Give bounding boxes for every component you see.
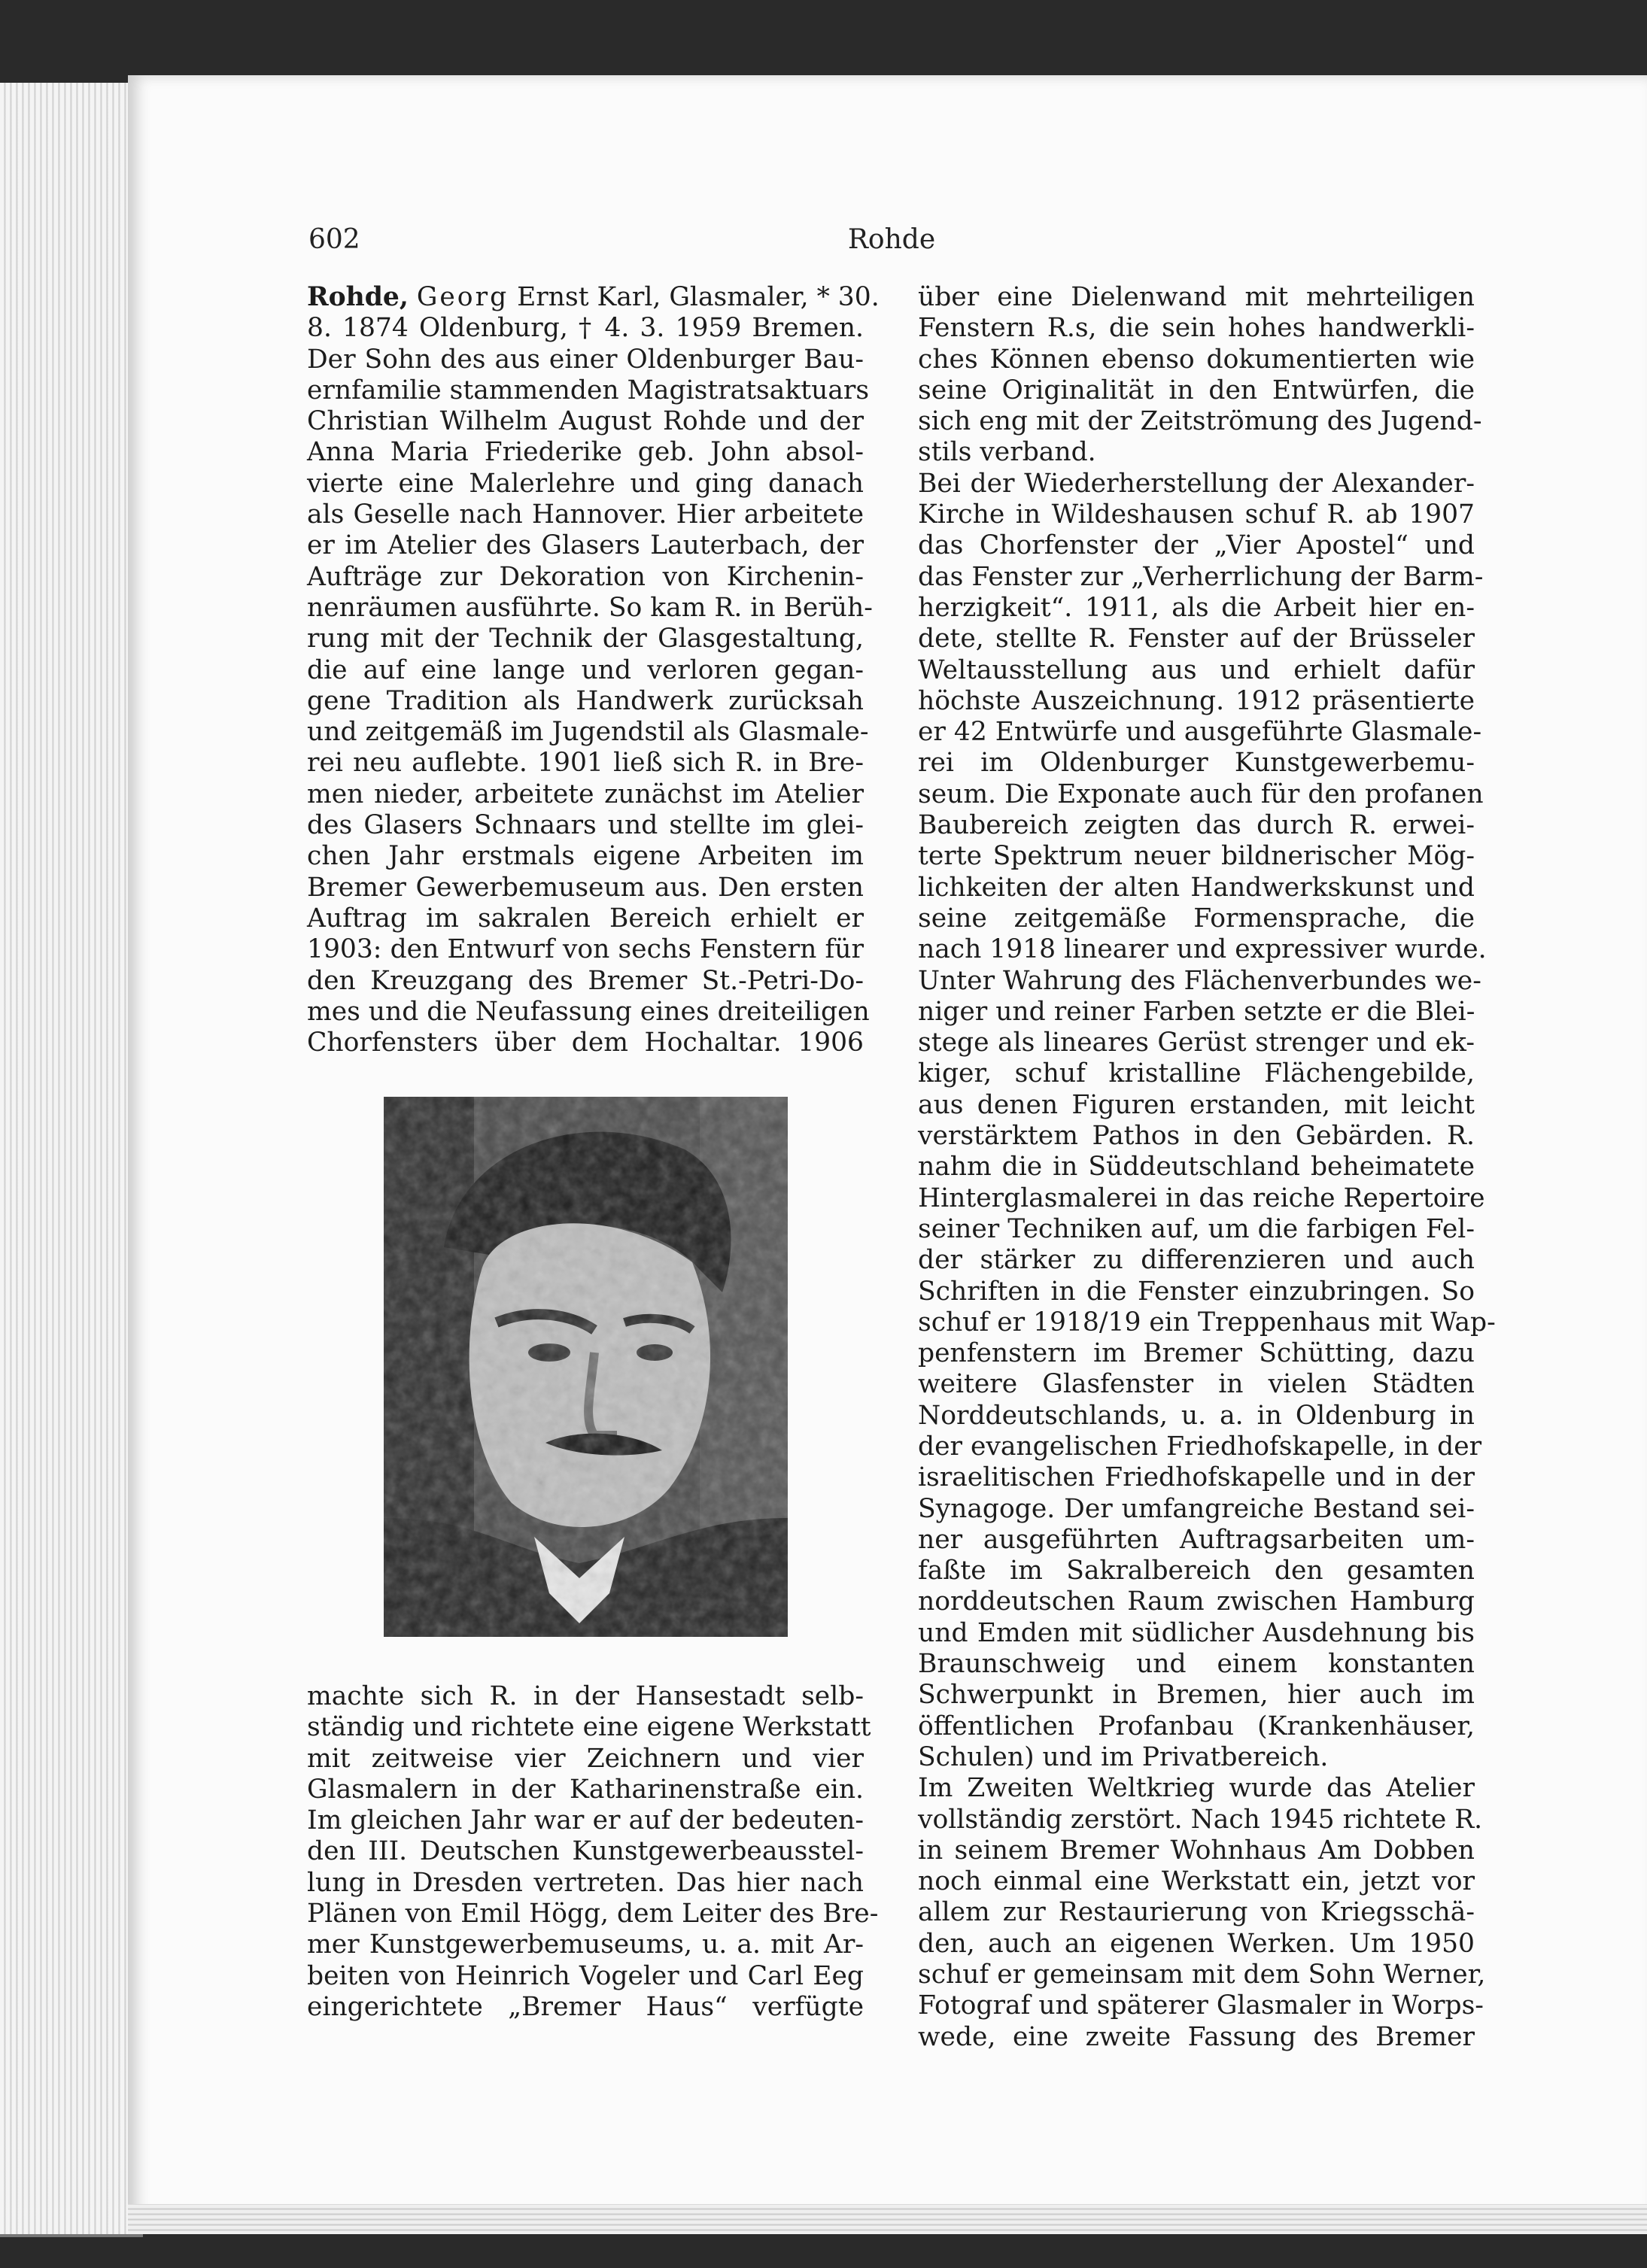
text-line: Christian Wilhelm August Rohde und der: [307, 406, 864, 437]
portrait-painting: [384, 1097, 788, 1637]
text-line: den, auch an eigenen Werken. Um 1950: [918, 1928, 1475, 1959]
text-line: Auftrag im sakralen Bereich erhielt er: [307, 903, 864, 934]
text-line: den Kreuzgang des Bremer St.-Petri-Do-: [307, 965, 864, 996]
text-line: men nieder, arbeitete zunächst im Atelier: [307, 779, 864, 809]
text-line: terte Spektrum neuer bildnerischer Mög-: [918, 841, 1475, 872]
text-line: ständig und richtete eine eigene Werkstatt: [307, 1712, 871, 1743]
text-line: weitere Glasfenster in vielen Städten: [918, 1369, 1475, 1400]
text-line: norddeutschen Raum zwischen Hamburg: [918, 1586, 1475, 1617]
text-line: und Emden mit südlicher Ausdehnung bis: [918, 1617, 1475, 1648]
text-line: stege als lineares Gerüst strenger und ek-: [918, 1028, 1475, 1058]
given-name: Georg: [416, 282, 509, 312]
text-line: die auf eine lange und verloren gegan-: [307, 654, 864, 685]
text-line: höchste Auszeichnung. 1912 präsentierte: [918, 685, 1475, 716]
text-line: eingerichtete „Bremer Haus“ verfügte: [307, 1991, 864, 2022]
text-line: Glasmalern in der Katharinenstraße ein.: [307, 1774, 864, 1805]
text-line: Kirche in Wildeshausen schuf R. ab 1907: [918, 499, 1475, 530]
text-line: den III. Deutschen Kunstgewerbeausstel-: [307, 1836, 864, 1867]
text-line: allem zur Restaurierung von Kriegsschä-: [918, 1897, 1475, 1928]
text-line: chen Jahr erstmals eigene Arbeiten im: [307, 841, 864, 872]
text-line: ner ausgeführten Auftragsarbeiten um-: [918, 1524, 1475, 1555]
text-line: nach 1918 linearer und expressiver wurde.: [918, 934, 1487, 965]
text-line: des Glasers Schnaars und stellte im glei-: [307, 810, 864, 841]
page-number: 602: [308, 224, 360, 255]
text-line: Im gleichen Jahr war er auf der bedeuten-: [307, 1805, 864, 1836]
text-line: als Geselle nach Hannover. Hier arbeitete: [307, 499, 864, 530]
text-line: verstärktem Pathos in den Gebärden. R.: [918, 1121, 1475, 1152]
text-line: sich eng mit der Zeitströmung des Jugend-: [918, 406, 1482, 437]
headword: Rohde,: [307, 282, 409, 312]
text-line: ches Können ebenso dokumentierten wie: [918, 344, 1475, 375]
text-line: Im Zweiten Weltkrieg wurde das Atelier: [918, 1773, 1475, 1804]
text-line: rung mit der Technik der Glasgestaltung,: [307, 624, 864, 654]
text-line: rei neu auflebte. 1901 ließ sich R. in Bre-: [307, 748, 864, 779]
text-line: seine Originalität in den Entwürfen, die: [918, 375, 1475, 405]
entry-first-line: [307, 282, 880, 313]
text-line: vollständig zerstört. Nach 1945 richtete R.: [918, 1804, 1483, 1835]
left-column-bottom: [307, 1681, 879, 2023]
text-line: gene Tradition als Handwerk zurücksah: [307, 685, 864, 716]
text-line: niger und reiner Farben setzte er die Blei-: [918, 996, 1475, 1027]
text-line: das Fenster zur „Verherrlichung der Barm-: [918, 561, 1484, 592]
entry-first-line-rest: Ernst Karl, Glasmaler, * 30.: [517, 282, 880, 312]
text-line: Bei der Wiederherstellung der Alexander-: [918, 468, 1475, 499]
text-line: penfenstern im Bremer Schütting, dazu: [918, 1338, 1475, 1369]
text-line: beiten von Heinrich Vogeler und Carl Eeg: [307, 1960, 864, 1991]
text-line: Anna Maria Friederike geb. John absol-: [307, 437, 864, 468]
text-line: seine zeitgemäße Formensprache, die: [918, 903, 1475, 934]
text-line: und zeitgemäß im Jugendstil als Glasmale-: [307, 717, 869, 748]
page-header: [308, 224, 1475, 262]
text-line: stils verband.: [918, 437, 1096, 468]
book-page-stack: [0, 83, 143, 2237]
text-line: seiner Techniken auf, um die farbigen Fel-: [918, 1213, 1475, 1244]
text-line: 8. 1874 Oldenburg, † 4. 3. 1959 Bremen.: [307, 313, 864, 344]
text-line: Braunschweig und einem konstanten: [918, 1649, 1475, 1680]
text-line: Der Sohn des aus einer Oldenburger Bau-: [307, 344, 864, 375]
text-line: in seinem Bremer Wohnhaus Am Dobben: [918, 1835, 1475, 1866]
text-line: lung in Dresden vertreten. Das hier nach: [307, 1867, 864, 1898]
text-line: aus denen Figuren erstanden, mit leicht: [918, 1089, 1475, 1120]
text-line: Unter Wahrung des Flächenverbundes we-: [918, 965, 1481, 996]
text-line: Plänen von Emil Högg, dem Leiter des Bre-: [307, 1899, 879, 1929]
text-line: Schriften in die Fenster einzubringen. So: [918, 1276, 1475, 1307]
text-line: Synagoge. Der umfangreiche Bestand sei-: [918, 1493, 1475, 1524]
text-line: nahm die in Süddeutschland beheimatete: [918, 1152, 1475, 1183]
text-line: faßte im Sakralbereich den gesamten: [918, 1556, 1475, 1586]
text-line: schuf er gemeinsam mit dem Sohn Werner,: [918, 1960, 1486, 1990]
text-line: er 42 Entwürfe und ausgeführte Glasmale-: [918, 717, 1482, 748]
text-line: Weltausstellung aus und erhielt dafür: [918, 654, 1475, 685]
text-line: der stärker zu differenzieren und auch: [918, 1245, 1475, 1276]
text-line: 1903: den Entwurf von sechs Fenstern für: [307, 934, 864, 965]
text-line: Bremer Gewerbemuseum aus. Den ersten: [307, 872, 864, 903]
text-line: wede, eine zweite Fassung des Bremer: [918, 2021, 1475, 2052]
text-line: Norddeutschlands, u. a. in Oldenburg in: [918, 1400, 1475, 1431]
text-line: noch einmal eine Werkstatt ein, jetzt vor: [918, 1866, 1475, 1897]
text-line: Aufträge zur Dekoration von Kirchenin-: [307, 561, 864, 592]
text-line: rei im Oldenburger Kunstgewerbemu-: [918, 748, 1475, 779]
text-line: über eine Dielenwand mit mehrteiligen: [918, 282, 1475, 312]
text-line: er im Atelier des Glasers Lauterbach, der: [307, 530, 864, 561]
left-column-top: [307, 282, 880, 1058]
text-line: schuf er 1918/19 ein Treppenhaus mit Wap-: [918, 1307, 1496, 1337]
text-line: Baubereich zeigten das durch R. erwei-: [918, 810, 1475, 841]
text-line: das Chorfenster der „Vier Apostel“ und: [918, 530, 1475, 561]
text-line: mit zeitweise vier Zeichnern und vier: [307, 1743, 864, 1774]
text-line: mer Kunstgewerbemuseums, u. a. mit Ar-: [307, 1929, 864, 1960]
text-line: Chorfensters über dem Hochaltar. 1906: [307, 1028, 864, 1058]
text-line: lichkeiten der alten Handwerkskunst und: [918, 872, 1475, 903]
text-line: öffentlichen Profanbau (Krankenhäuser,: [918, 1711, 1475, 1741]
text-line: Hinterglasmalerei in das reiche Repertoire: [918, 1183, 1485, 1213]
text-line: mes und die Neufassung eines dreiteiligen: [307, 996, 870, 1027]
text-line: Fotograf und späterer Glasmaler in Worps-: [918, 1990, 1484, 2021]
text-line: nenräumen ausführte. So kam R. in Berüh-: [307, 592, 873, 623]
text-line: herzigkeit“. 1911, als die Arbeit hier en-: [918, 592, 1475, 623]
text-line: machte sich R. in der Hansestadt selb-: [307, 1681, 864, 1711]
text-line: Fenstern R.s, die sein hohes handwerkli-: [918, 313, 1475, 344]
text-line: ernfamilie stammenden Magistratsaktuars: [307, 375, 870, 405]
text-line: Schulen) und im Privatbereich.: [918, 1741, 1329, 1772]
text-line: israelitischen Friedhofskapelle und in der: [918, 1462, 1475, 1493]
text-line: dete, stellte R. Fenster auf der Brüsseler: [918, 624, 1475, 654]
text-line: Schwerpunkt in Bremen, hier auch im: [918, 1680, 1475, 1711]
right-column: [918, 282, 1496, 2053]
page-edge: [128, 2204, 1647, 2234]
running-head: Rohde: [847, 224, 936, 255]
text-line: seum. Die Exponate auch für den profanen: [918, 779, 1484, 809]
text-line: der evangelischen Friedhofskapelle, in der: [918, 1431, 1482, 1462]
text-line: kiger, schuf kristalline Flächengebilde,: [918, 1058, 1475, 1089]
text-line: vierte eine Malerlehre und ging danach: [307, 468, 864, 499]
